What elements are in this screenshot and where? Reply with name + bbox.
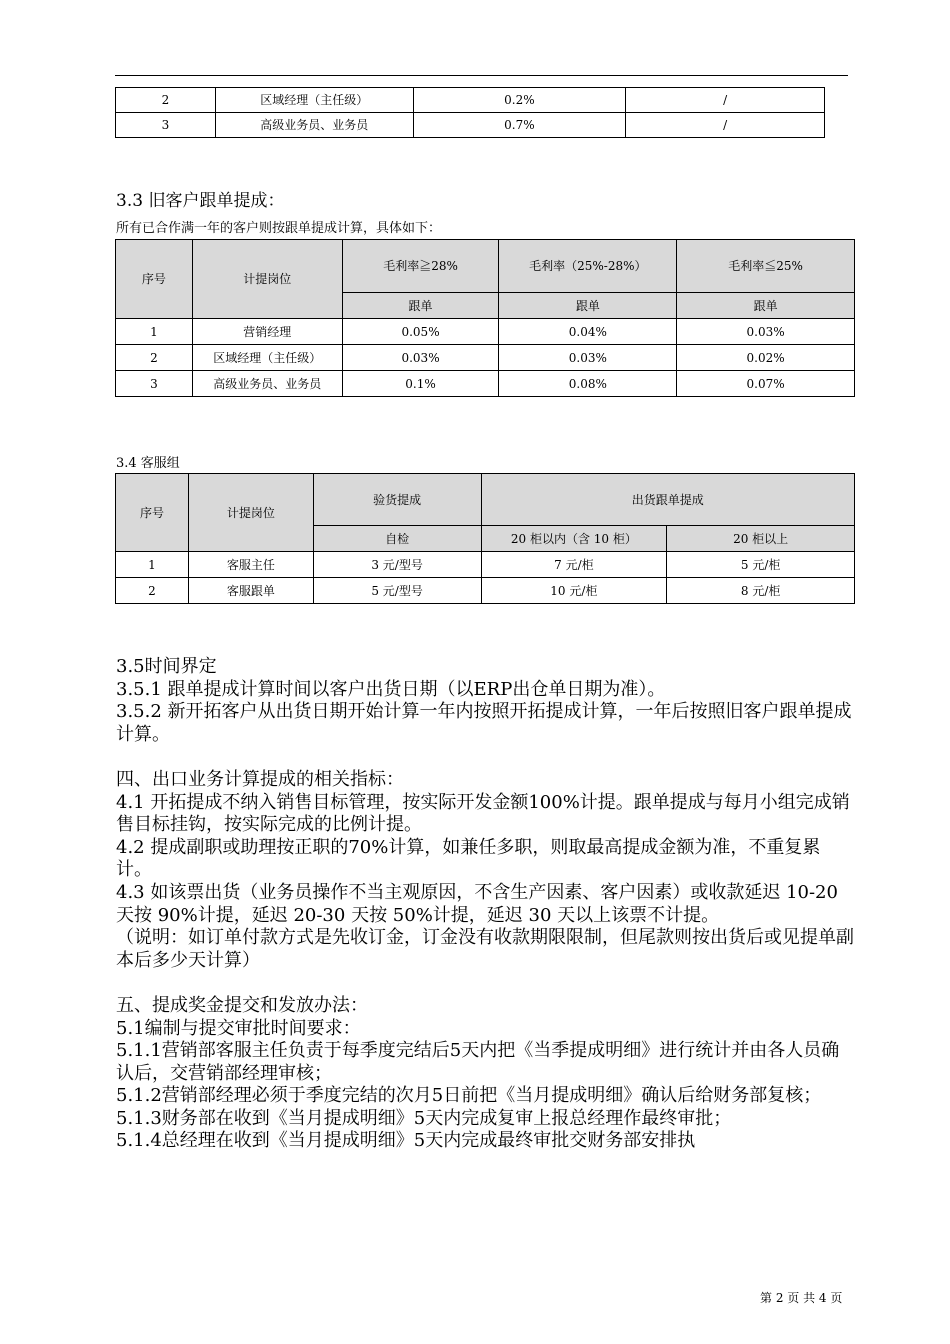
table-row: [116, 113, 825, 138]
page-number: 第 2 页 共 4 页: [760, 1291, 843, 1305]
table-cell: 7 元/柜: [481, 552, 667, 578]
table-cell: 0.08%: [499, 371, 677, 397]
table-row: [116, 552, 855, 578]
table-cell: /: [626, 113, 825, 138]
paragraph: 3.5时间界定: [116, 656, 217, 677]
table-cell: 8 元/柜: [667, 578, 855, 604]
table-cell: /: [626, 88, 825, 113]
table-cell: 3: [116, 371, 193, 397]
paragraph: 5.1.1营销部客服主任负责于每季度完结后5天内把《当季提成明细》进行统计并由各人员确认后，交营销部经理审核；: [116, 1040, 840, 1084]
table-cell: 2: [116, 88, 216, 113]
table-cell: 3: [116, 113, 216, 138]
table-cell: 0.05%: [342, 319, 499, 345]
table-cell: 1: [116, 552, 189, 578]
old-customer-commission-table: [115, 239, 855, 397]
paragraph: 5.1编制与提交审批时间要求：: [116, 1017, 361, 1039]
section-3-3-intro: 所有已合作满一年的客户则按跟单提成计算，具体如下：: [116, 221, 442, 236]
section-3-4-heading: 3.4 客服组: [116, 456, 180, 471]
table-row: [116, 578, 855, 604]
table-cell: 营销经理: [192, 319, 342, 345]
table-cell: 10 元/柜: [481, 578, 667, 604]
table-cell: 1: [116, 319, 193, 345]
table-row: [116, 371, 855, 397]
table-cell: 0.2%: [413, 88, 626, 113]
col-header-margin-low: 毛利率≦25%: [677, 240, 855, 293]
sub-header: 20 柜以上: [667, 526, 855, 552]
paragraph: 3.5.1 跟单提成计算时间以客户出货日期（以ERP出仓单日期为准）。: [116, 678, 666, 700]
table-cell: 0.03%: [677, 319, 855, 345]
table-cell: 0.03%: [342, 345, 499, 371]
col-header-margin-mid: 毛利率（25%-28%）: [499, 240, 677, 293]
sub-header: 自检: [313, 526, 481, 552]
table-cell: 2: [116, 345, 193, 371]
table-cell: 5 元/型号: [313, 578, 481, 604]
table-cell: 5 元/柜: [667, 552, 855, 578]
col-header-margin-high: 毛利率≧28%: [342, 240, 499, 293]
table-cell: 0.03%: [499, 345, 677, 371]
table-cell: 区域经理（主任级）: [192, 345, 342, 371]
col-header-post: 计提岗位: [188, 474, 313, 552]
table-header-row: [116, 474, 855, 526]
col-header-seq: 序号: [116, 240, 193, 319]
table-row: [116, 319, 855, 345]
body-text: [116, 656, 856, 1153]
sub-header: 跟单: [499, 293, 677, 319]
table-cell: 3 元/型号: [313, 552, 481, 578]
paragraph: 4.1 开拓提成不纳入销售目标管理，按实际开发金额100%计提。跟单提成与每月小组完成销售目标挂钩，按实际完成的比例计提。: [116, 791, 850, 836]
sub-header: 跟单: [342, 293, 499, 319]
paragraph: 4.3 如该票出货（业务员操作不当主观原因，不含生产因素、客户因素）或收款延迟 10-20 天按 90%计提，延迟 20-30 天按 50%计提，延迟 30 天以上该票不计提。: [116, 881, 838, 926]
paragraph: 五、提成奖金提交和发放办法：: [116, 994, 368, 1016]
paragraph: 5.1.3财务部在收到《当月提成明细》5天内完成复审上报总经理作最终审批；: [116, 1107, 732, 1129]
table-cell: 客服跟单: [188, 578, 313, 604]
commission-table-continued: [115, 87, 825, 138]
col-header-shipping: 出货跟单提成: [481, 474, 855, 526]
table-cell: 0.04%: [499, 319, 677, 345]
sub-header: 跟单: [677, 293, 855, 319]
table-cell: 0.07%: [677, 371, 855, 397]
table-row: [116, 88, 825, 113]
col-header-seq: 序号: [116, 474, 189, 552]
table-cell: 0.02%: [677, 345, 855, 371]
table-cell: 区域经理（主任级）: [215, 88, 413, 113]
header-rule: [115, 75, 848, 76]
table-cell: 0.1%: [342, 371, 499, 397]
paragraph: 5.1.2营销部经理必须于季度完结的次月5日前把《当月提成明细》确认后给财务部复核；: [116, 1085, 822, 1107]
section-3-3-heading: 3.3 旧客户跟单提成：: [116, 191, 285, 211]
paragraph: 5.1.4总经理在收到《当月提成明细》5天内完成最终审批交财务部安排执: [116, 1130, 696, 1152]
customer-service-commission-table: [115, 473, 855, 604]
table-header-row: [116, 240, 855, 293]
table-cell: 客服主任: [188, 552, 313, 578]
table-cell: 高级业务员、业务员: [192, 371, 342, 397]
col-header-inspection: 验货提成: [313, 474, 481, 526]
paragraph: （说明：如订单付款方式是先收订金，订金没有收款期限限制，但尾款则按出货后或见提单副本后多少天计算）: [116, 927, 854, 971]
table-cell: 2: [116, 578, 189, 604]
col-header-post: 计提岗位: [192, 240, 342, 319]
paragraph: 四、出口业务计算提成的相关指标：: [116, 768, 404, 790]
sub-header: 20 柜以内（含 10 柜）: [481, 526, 667, 552]
table-cell: 高级业务员、业务员: [215, 113, 413, 138]
table-cell: 0.7%: [413, 113, 626, 138]
paragraph: 4.2 提成副职或助理按正职的70%计算，如兼任多职，则取最高提成金额为准，不重复累计。: [116, 836, 821, 881]
paragraph: 3.5.2 新开拓客户从出货日期开始计算一年内按照开拓提成计算，一年后按照旧客户跟单提成计算。: [116, 701, 852, 745]
table-row: [116, 345, 855, 371]
